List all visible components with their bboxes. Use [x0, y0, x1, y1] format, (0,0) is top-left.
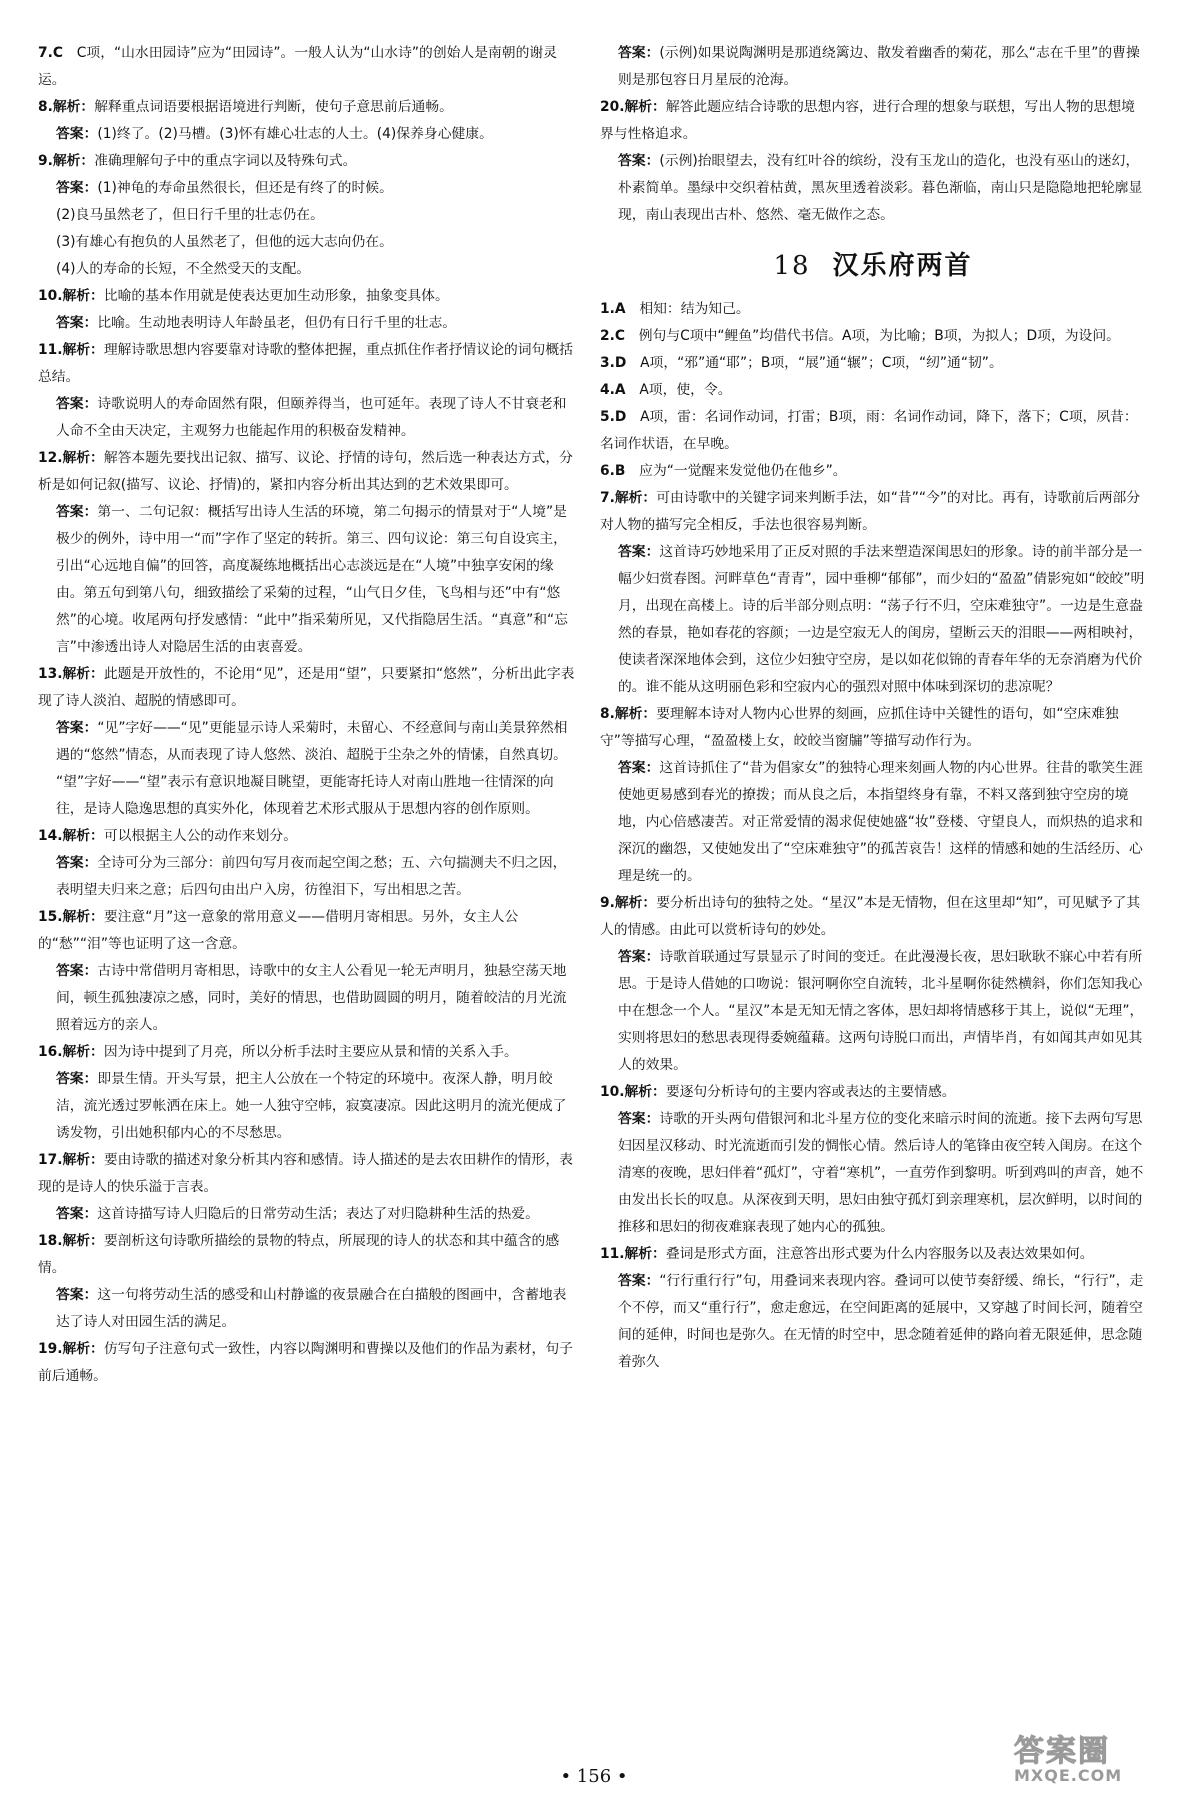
answer-line: [600, 944, 1146, 1079]
item-text: 这首诗巧妙地采用了正反对照的手法来塑造深闺思妇的形象。诗的前半部分是一幅少妇赏春图。河畔草色“青青”，园中垂柳“郁郁”，而少妇的“盈盈”倩影宛如“皎皎”明月，出现在高楼上。诗的后半部分则点明：“荡子行不归，空床难独守”。一边是生意盎然的春景，艳如春花的容颜；一边是空寂无人的闺房，望断云天的泪眼——两相映衬，使读者深深地体会到，这位少妇独守空房，是以如花似锦的青春年华的无奈消磨为代价的。谁不能从这明丽色彩和空寂内心的强烈对照中体味到深切的悲凉呢？: [618, 544, 1145, 695]
item-label: 答案：: [618, 1111, 660, 1127]
question-item: [38, 148, 578, 175]
item-label: 答案：: [618, 45, 660, 61]
item-text: 此题是开放性的，不论用“见”，还是用“望”，只要紧扣“悠然”，分析出此字表现了诗人淡泊、超脱的情感即可。: [38, 666, 575, 709]
answer-continuation: [38, 769, 578, 823]
item-label: 解析：: [52, 99, 95, 115]
item-number: 6.B: [600, 463, 626, 479]
section-number: 18: [773, 251, 811, 281]
watermark-text: 答案圈: [1014, 1734, 1110, 1769]
item-text: “行行重行行”句，用叠词来表现内容。叠词可以使节奏舒缓、绵长，“行行”，走个不停，而又“重行行”，愈走愈远，在空间距离的延展中，又穿越了时间长河，随着空间的延伸，时间也是弥久。在无情的时空中，思念随着延伸的路向着无限延伸，思念随着弥久: [618, 1273, 1144, 1370]
answer-continuation: [38, 256, 578, 283]
item-text: C项，“山水田园诗”应为“田园诗”。一般人认为“山水诗”的创始人是南朝的谢灵运。: [38, 45, 557, 88]
item-text: 可以根据主人公的动作来划分。: [103, 828, 297, 844]
item-text: 解答本题先要找出记叙、描写、议论、抒情的诗句，然后选一种表达方式，分析是如何记叙(描写、议论、抒情)的，紧扣内容分析出其达到的艺术效果即可。: [38, 450, 573, 493]
item-text: (1)神龟的寿命虽然很长，但还是有终了的时候。: [97, 180, 393, 196]
item-label: 答案：: [56, 963, 98, 979]
item-text: 这一句将劳动生活的感受和山村静谧的夜景融合在白描般的图画中，含蓄地表达了诗人对田园生活的满足。: [56, 1287, 567, 1330]
item-number: 4.A: [600, 382, 626, 398]
item-label: 解析：: [62, 450, 104, 466]
question-item: [600, 458, 1146, 485]
watermark-url: MXQE.COM: [1014, 1766, 1123, 1785]
item-text: 理解诗歌思想内容要靠对诗歌的整体把握，重点抓住作者抒情议论的词句概括总结。: [38, 342, 573, 385]
item-number: 1.A: [600, 301, 626, 317]
question-item: [38, 1228, 578, 1282]
item-label: 答案：: [618, 153, 660, 169]
question-item: [38, 1336, 578, 1390]
item-text: 比喻。生动地表明诗人年龄虽老，但仍有日行千里的壮志。: [97, 315, 457, 331]
answer-continuation: [38, 229, 578, 256]
answer-line: [600, 539, 1146, 701]
item-text: A项，“邪”通“耶”；B项，“展”通“辗”；C项，“纫”通“韧”。: [640, 355, 1003, 371]
item-text: 比喻的基本作用就是使表达更加生动形象，抽象变具体。: [103, 288, 449, 304]
item-number: 8.: [600, 706, 615, 722]
answer-line: [38, 499, 578, 661]
question-item: [600, 323, 1146, 350]
item-text: 因为诗中提到了月亮，所以分析手法时主要应从景和情的关系入手。: [103, 1044, 518, 1060]
item-label: 解析：: [62, 342, 104, 358]
answer-line: [38, 175, 578, 202]
item-text: 解答此题应结合诗歌的思想内容，进行合理的想象与联想，写出人物的思想境界与性格追求。: [600, 99, 1135, 142]
item-number: 16.: [38, 1044, 63, 1060]
item-number: 10.: [38, 288, 63, 304]
item-label: 答案：: [618, 949, 660, 965]
item-label: 解析：: [62, 1044, 104, 1060]
item-label: 解析：: [62, 1152, 104, 1168]
question-item: [600, 1241, 1146, 1268]
right-column: [600, 40, 1146, 1740]
answer-line: [38, 715, 578, 769]
answer-line: [38, 310, 578, 337]
question-item: [38, 661, 578, 715]
item-text: 即景生情。开头写景，把主人公放在一个特定的环境中。夜深人静，明月皎洁，流光透过罗帐洒在床上。她一人独守空帏，寂寞凄凉。因此这明月的流光便成了诱发物，引出她积郁内心的不尽愁思。: [56, 1071, 567, 1141]
question-item: [600, 890, 1146, 944]
answer-line: [600, 148, 1146, 229]
item-text: (示例)抬眼望去，没有红叶谷的缤纷，没有玉龙山的造化，也没有巫山的迷幻，朴素简单。墨绿中交织着枯黄，黑灰里透着淡彩。暮色渐临，南山只是隐隐地把轮廓显现，南山表现出古朴、悠然、毫无做作之态。: [618, 153, 1143, 223]
watermark-logo: [1014, 1726, 1164, 1785]
item-number: 13.: [38, 666, 63, 682]
item-text: (4)人的寿命的长短，不全然受天的支配。: [56, 261, 311, 277]
item-number: 14.: [38, 828, 63, 844]
item-number: 12.: [38, 450, 63, 466]
item-text: 古诗中常借明月寄相思，诗歌中的女主人公看见一轮无声明月，独悬空荡天地间，顿生孤独凄凉之感，同时，美好的情思，也借助圆圆的明月，随着皎洁的月光流照着远方的亲人。: [56, 963, 567, 1033]
item-text: 这首诗描写诗人归隐后的日常劳动生活；表达了对归隐耕种生活的热爱。: [97, 1206, 539, 1222]
item-number: 9.: [38, 153, 53, 169]
item-text: “见”字好——“见”更能显示诗人采菊时，未留心、不经意间与南山美景猝然相遇的“悠然”情态，从而表现了诗人悠然、淡泊、超脱于尘杂之外的情愫，自然真切。: [56, 720, 568, 763]
answer-line: [38, 121, 578, 148]
item-number: 15.: [38, 909, 63, 925]
item-text: A项，使，令。: [639, 382, 732, 398]
item-text: 诗歌说明人的寿命固然有限，但颐养得当，也可延年。表现了诗人不甘衰老和人命不全由天决定，主观努力也能起作用的积极奋发精神。: [56, 396, 567, 439]
page-number: • 156 •: [560, 1766, 628, 1787]
item-label: 解析：: [614, 895, 657, 911]
item-number: 2.C: [600, 328, 625, 344]
item-label: 解析：: [62, 828, 104, 844]
question-item: [600, 94, 1146, 148]
item-label: 答案：: [56, 1287, 98, 1303]
item-label: 答案：: [56, 504, 98, 520]
item-text: 要分析出诗句的独特之处。“星汉”本是无情物，但在这里却“知”，可见赋予了其人的情感。由此可以赏析诗句的妙处。: [600, 895, 1141, 938]
item-label: 解析：: [614, 490, 657, 506]
question-item: [38, 94, 578, 121]
item-number: 7.C: [38, 45, 63, 61]
item-label: 答案：: [56, 126, 98, 142]
item-label: 答案：: [618, 544, 660, 560]
item-text: 要剖析这句诗歌所描绘的景物的特点，所展现的诗人的状态和其中蕴含的感情。: [38, 1233, 560, 1276]
item-text: 应为“一觉醒来发觉他仍在他乡”。: [639, 463, 847, 479]
item-text: 解释重点词语要根据语境进行判断，使句子意思前后通畅。: [94, 99, 453, 115]
question-item: [38, 337, 578, 391]
item-number: 5.D: [600, 409, 627, 425]
item-number: 11.: [38, 342, 63, 358]
item-text: (3)有雄心有抱负的人虽然老了，但他的远大志向仍在。: [56, 234, 393, 250]
question-item: [600, 485, 1146, 539]
item-text: 仿写句子注意句式一致性，内容以陶渊明和曹操以及他们的作品为素材，句子前后通畅。: [38, 1341, 573, 1384]
item-number: 3.D: [600, 355, 627, 371]
question-item: [600, 377, 1146, 404]
item-text: 诗歌的开头两句借银河和北斗星方位的变化来暗示时间的流逝。接下去两句写思妇因星汉移动、时光流逝而引发的惆怅心情。然后诗人的笔锋由夜空转入闺房。在这个清寒的夜晚，思妇伴着“孤灯”，守着“寒机”，一直劳作到黎明。听到鸡叫的声音，她不由发出长长的叹息。从深夜到天明，思妇由独守孤灯到亲理寒机，层次鲜明，以时间的推移和思妇的彻夜难寐表现了她内心的孤独。: [618, 1111, 1144, 1235]
item-number: 8.: [38, 99, 53, 115]
question-item: [38, 1147, 578, 1201]
question-item: [600, 701, 1146, 755]
item-number: 11.: [600, 1246, 625, 1262]
item-label: 解析：: [62, 666, 104, 682]
answer-line: [38, 391, 578, 445]
item-label: 答案：: [56, 1071, 98, 1087]
item-label: 解析：: [624, 1246, 666, 1262]
item-number: 7.: [600, 490, 615, 506]
item-label: 答案：: [618, 1273, 660, 1289]
item-text: 第一、二句记叙：概括写出诗人生活的环境，第二句揭示的情景对于“人境”是极少的例外，诗中用一“而”字作了坚定的转折。第三、四句议论：第三句自设宾主，引出“心远地自偏”的回答，高度凝练地概括出心志淡远是在“人境”中独享安闲的缘由。第五句到第八句，细致描绘了采菊的过程，“山气日夕佳，飞鸟相与还”中有“悠然”的心境。收尾两句抒发感情：“此中”指采菊所见，又代指隐居生活。“真意”和“忘言”中渗透出诗人对隐居生活的由衷喜爱。: [56, 504, 568, 655]
item-number: 9.: [600, 895, 615, 911]
item-number: 19.: [38, 1341, 63, 1357]
item-label: 答案：: [56, 315, 98, 331]
item-text: 要注意“月”这一意象的常用意义——借明月寄相思。另外，女主人公的“愁”“泪”等也证明了这一含意。: [38, 909, 519, 952]
answer-line: [38, 1201, 578, 1228]
item-label: 解析：: [62, 1233, 104, 1249]
item-label: 答案：: [56, 396, 98, 412]
item-text: 叠词是形式方面，注意答出形式要为什么内容服务以及表达效果如何。: [665, 1246, 1094, 1262]
question-item: [600, 296, 1146, 323]
answer-line: [600, 755, 1146, 890]
item-text: 相知：结为知己。: [639, 301, 750, 317]
item-text: 准确理解句子中的重点字词以及特殊句式。: [94, 153, 357, 169]
section-heading: [600, 245, 1146, 282]
item-text: A项，雷：名词作动词，打雷；B项，雨：名词作动词，降下，落下；C项，夙昔：名词作状语，在早晚。: [600, 409, 1138, 452]
question-item: [38, 823, 578, 850]
question-item: [38, 445, 578, 499]
answer-line: [38, 1066, 578, 1147]
item-label: 答案：: [56, 720, 98, 736]
question-item: [600, 404, 1146, 458]
item-label: 解析：: [624, 1084, 666, 1100]
item-label: 答案：: [56, 180, 98, 196]
item-text: 例句与C项中“鲤鱼”均借代书信。A项，为比喻；B项，为拟人；D项，为设问。: [638, 328, 1120, 344]
item-number: 20.: [600, 99, 625, 115]
item-text: “望”字好——“望”表示有意识地凝目眺望，更能寄托诗人对南山胜地一往情深的向往，是诗人隐逸思想的真实外化，体现着艺术形式服从于思想内容的创作原则。: [56, 774, 554, 817]
item-number: 18.: [38, 1233, 63, 1249]
question-item: [600, 350, 1146, 377]
answer-line: [38, 958, 578, 1039]
item-text: 要逐句分析诗句的主要内容或表达的主要情感。: [665, 1084, 956, 1100]
answer-continuation: [38, 202, 578, 229]
answer-line: [600, 40, 1146, 94]
question-item: [38, 1039, 578, 1066]
item-text: 这首诗抓住了“昔为倡家女”的独特心理来刻画人物的内心世界。往昔的歌笑生涯使她更易感到春光的撩拨；而从良之后，本指望终身有靠，不料又落到独守空房的境地，内心倍感凄苦。对正常爱情的渴求促使她盛“妆”登楼、守望良人，而炽热的追求和深沉的幽怨，又使她发出了“空床难独守”的孤苦哀告！这样的情感和她的生活经历、心理是统一的。: [618, 760, 1143, 884]
answer-line: [38, 850, 578, 904]
item-label: 答案：: [618, 760, 660, 776]
item-text: 诗歌首联通过写景显示了时间的变迁。在此漫漫长夜，思妇耿耿不寐心中若有所思。于是诗人借她的口吻说：银河啊你空自流转，北斗星啊你徒然横斜，你们怎知我心中在想念一个人。“星汉”本是无知无情之客体，思妇却将情感移于其上，说似“无理”，实则将思妇的愁思表现得委婉蕴藉。这两句诗脱口而出，声情毕肖，有如闻其声如见其人的效果。: [618, 949, 1144, 1073]
item-label: 解析：: [624, 99, 666, 115]
item-text: 要理解本诗对人物内心世界的刻画，应抓住诗中关键性的语句，如“空床难独守”等描写心理，“盈盈楼上女，皎皎当窗牖”等描写动作行为。: [600, 706, 1119, 749]
item-label: 答案：: [56, 855, 98, 871]
item-text: 可由诗歌中的关键字词来判断手法，如“昔”“今”的对比。再有，诗歌前后两部分对人物的描写完全相反，手法也很容易判断。: [600, 490, 1141, 533]
answer-line: [600, 1106, 1146, 1241]
left-column: [38, 40, 578, 1740]
question-item: [38, 283, 578, 310]
item-number: 10.: [600, 1084, 625, 1100]
item-text: 全诗可分为三部分：前四句写月夜而起空闺之愁；五、六句揣测夫不归之因，表明望夫归来之意；后四句由出户入房，彷徨泪下，写出相思之苦。: [56, 855, 567, 898]
item-text: (2)良马虽然老了，但日行千里的壮志仍在。: [56, 207, 324, 223]
item-label: 解析：: [62, 288, 104, 304]
item-number: 17.: [38, 1152, 63, 1168]
item-label: 解析：: [52, 153, 95, 169]
question-item: [38, 40, 578, 94]
question-item: [600, 1079, 1146, 1106]
section-title: 汉乐府两首: [832, 251, 973, 281]
question-item: [38, 904, 578, 958]
item-label: 解析：: [62, 1341, 104, 1357]
answer-line: [38, 1282, 578, 1336]
item-text: (1)终了。(2)马槽。(3)怀有雄心壮志的人士。(4)保养身心健康。: [97, 126, 493, 142]
item-text: (示例)如果说陶渊明是那逍绕篱边、散发着幽香的菊花，那么“志在千里”的曹操则是那包容日月星辰的沧海。: [618, 45, 1140, 88]
answer-line: [600, 1268, 1146, 1376]
item-label: 解析：: [62, 909, 104, 925]
item-label: 解析：: [614, 706, 657, 722]
item-label: 答案：: [56, 1206, 98, 1222]
item-text: 要由诗歌的描述对象分析其内容和感情。诗人描述的是去农田耕作的情形，表现的是诗人的快乐溢于言表。: [38, 1152, 573, 1195]
